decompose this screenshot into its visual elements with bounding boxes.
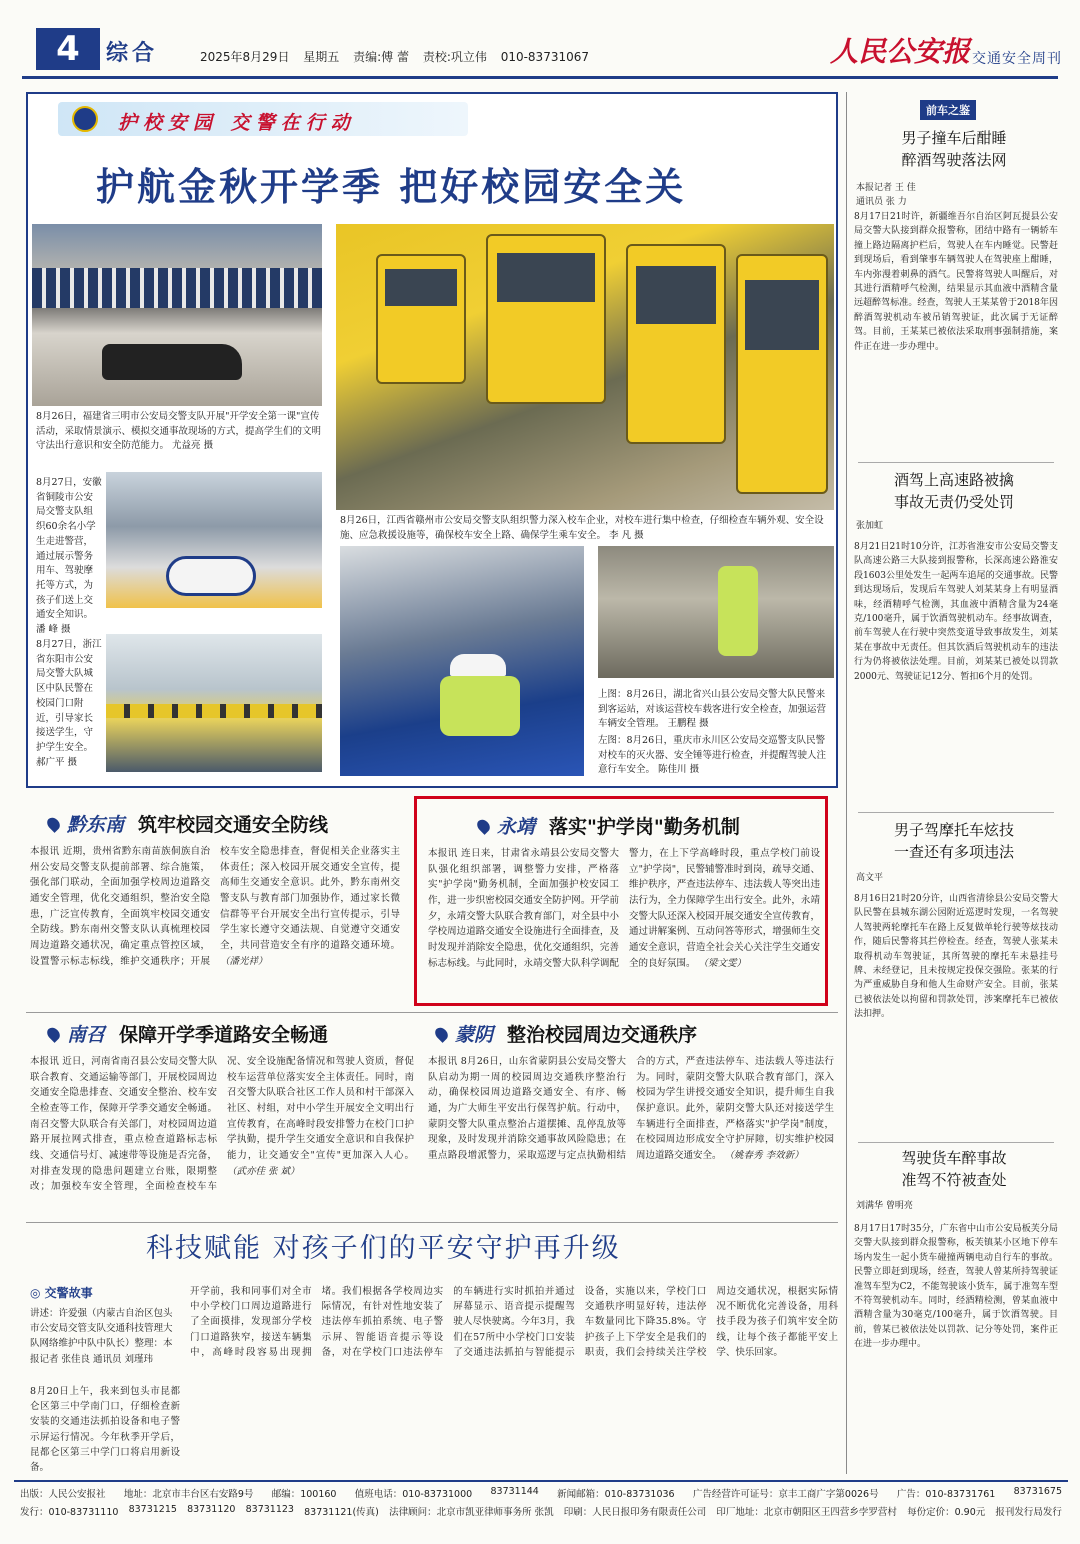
sidebar-story-byline: 高文平 [856,873,884,883]
footer-item: 每份定价：0.90元 [907,1507,986,1518]
sidebar-divider [858,812,1054,813]
sidebar-story-title: 男子撞车后酣睡 醉酒驾驶落法网 [901,129,1007,169]
page-number: 4 [36,28,100,70]
caption-f1: 上图：8月26日，湖北省兴山县公安局交警大队民警来到客运站，对该运营校车载客进行安全检查，加强运营车辆安全管理。 王鹏程 摄 [598,689,827,730]
sidebar-story-body: 8月21日21时10分许，江苏省淮安市公安局交警支队高速公路三大队接到报警称，长深高速公路淮安段1603公里处发生一起两车追尾的交通事故。民警到达现场后，发现后车驾驶人刘某某身上有明显酒味，经酒精呼气检测，其血液中酒精含量为24毫克/100毫升，属于饮酒驾驶机动车。经事故调查，前车驾驶人在行驶中突然变道导致事故发生，刘某某在事故中无责任。但其饮酒后驾驶机动车的违法行为仍将被依法处理。目前，刘某某已被处以罚款2000元、驾驶证记12分、暂扣6个月的处罚。 [854,542,1058,682]
section-divider [26,1222,838,1223]
footer-item: 83731675 [1013,1486,1062,1497]
footer-item: 83731120 [187,1504,236,1515]
page-footer [14,1480,1068,1520]
footer-item: 新闻邮箱：010-83731036 [557,1489,675,1500]
banner-text: 护校安园 交警在行动 [118,112,356,134]
sidebar-story-body: 8月17日21时许，新疆维吾尔自治区阿瓦提县公安局交警大队接到群众报警称，团结中路有一辆轿车撞上路边隔离护栏后，驾驶人在车内睡觉。民警赶到现场后，看到肇事车辆驾驶人在驾驶座上酣睡，车内弥漫着刺鼻的酒气。民警将驾驶人叫醒后，对其进行酒精呼气检测，结果显示其血液中酒精含量远超醉驾标准。经查，驾驶人王某某曾于2018年因醉酒驾驶机动车被吊销驾驶证，此次属于无证醉驾。目前，王某某已被依法采取刑事强制措施，案件正在进一步办理中。 [854,212,1058,352]
caption-d: 8月27日，浙江省东阳市公安局交警大队城区中队民警在校园门口附近，引导家长接送学生，守护学生安全。 郝广平 摄 [36,639,102,768]
school-bus-3 [626,244,726,444]
students-row [32,268,322,308]
caption-f2: 左图：8月26日，重庆市永川区公安局交巡警支队民警对校车的灭火器、安全锤等进行检查，并提醒驾驶人注意行车安全。 陈佳川 摄 [598,735,827,776]
location-pin-icon [45,1025,63,1043]
footer-item: 印刷：人民日报印务有限责任公司 [563,1507,707,1518]
footer-item: 报刊发行局发行 [995,1507,1062,1518]
footer-item: 发行：010-83731110 [20,1507,119,1518]
bottom-feature-title: 科技赋能 对孩子们的平安守护再升级 [146,1233,621,1264]
caption-b: 8月26日，江西省赣州市公安局交警支队组织警力深入校车企业，对校车进行集中检查，仔细检查车辆外观、安全设施、应急救援设施等，确保校车安全上路、确保学生乘车安全。 李 凡 摄 [340,515,824,541]
article-title: 整治校园周边交通秩序 [507,1024,698,1046]
school-bus-2 [486,234,606,404]
officer-figure [718,566,758,656]
footer-item: 法律顾问：北京市凯亚律师事务所 张凯 [389,1507,554,1518]
newspaper-subtitle: 交通安全周刊 [972,51,1062,67]
photo-dongyang-school-gate [106,634,322,772]
article-mengyin-head [436,1020,697,1047]
footer-item: 83731123 [245,1504,294,1515]
feature-banner [58,102,468,136]
footer-item: 地址：北京市丰台区右安路9号 [123,1489,254,1500]
police-motorcycle [166,556,256,596]
officer-vest [440,676,520,736]
article-title: 落实"护学岗"勤务机制 [549,816,740,838]
location-pin-icon [45,815,63,833]
article-location: 蒙阴 [455,1024,494,1046]
phone: 010-83731067 [500,50,589,64]
article-location: 南召 [67,1024,106,1046]
article-mengyin-body: 本报讯 8月26日，山东省蒙阴县公安局交警大队启动为期一周的校园周边交通秩序整治行动，确保校园周边道路交通安全、有序、畅通，为广大师生平安出行保驾护航。行动中，蒙阴交警大队重点整治占道摆摊、乱停乱放等现象，及时发现并消除交通事故风险隐患；在重点路段增派警力，采取巡逻与定点执勤相结合的方式，严查违法停车、违法载人等违法行为。同时，蒙阴交警大队联合教育部门，深入校园为学生讲授交通安全知识，提升师生自我保护意识。此外，蒙阴交警大队还对接送学生车辆进行全面排查，严格落实"护学岗"制度，在校园周边形成安全守护屏障，切实维护校园周边道路交通安全。 （姚春秀 李效新） [428,1056,834,1162]
section-divider [26,1012,838,1013]
footer-item: 广告经营许可证号：京丰工商广字第0026号 [692,1489,879,1500]
location-pin-icon [433,1025,451,1043]
story-intro: 8月20日上午，我来到包头市昆都仑区第三中学南门口，仔细检查新安装的交通违法抓拍设备和电子警示屏运行情况。今年秋季开学后，昆都仑区第三中学门口将启用新设备。 [30,1386,180,1473]
article-title: 保障开学季道路安全畅通 [119,1024,329,1046]
police-cap [450,654,506,676]
location-pin-icon [475,817,493,835]
photo-yongchuan-bus-inspection [340,546,584,776]
caption-c: 8月27日，安徽省铜陵市公安局交警支队组织60余名小学生走进警营，通过展示警务用车、驾驶摩托等方式，为孩子们送上交通安全知识。 潘 峰 摄 [36,477,102,636]
sidebar-story-byline: 刘满华 曾明亮 [856,1201,913,1211]
school-bus-1 [376,254,466,384]
article-nanzhao-body: 本报讯 近日，河南省南召县公安局交警大队联合教育、交通运输等部门，开展校园周边交通安全隐患排查、交通安全整治、校车安全检查等工作，保障开学季交通安全畅通。南召交警大队联合有关部门，对校园周边道路开展拉网式排查，重点检查道路标志标线、交通信号灯、减速带等设施是否完备，对排查发现的隐患问题建立台账，限期整改；加强校车安全管理，全面检查校车车况、安全设施配备情况和驾驶人资质，督促校车运营单位落实安全主体责任。同时，南召交警大队联合社区工作人员和村干部深入社区、村组，对中小学生开展安全文明出行宣传教育，在高峰时段安排警力在校门口护学执勤，提升学生交通安全意识和自我保护能力，让交通安全"宣传"更加深入人心。 （武亦佳 张 斌） [30,1056,414,1193]
footer-item: 广告：010-83731761 [896,1489,996,1500]
article-yongjing-body: 本报讯 连日来，甘肃省永靖县公安局交警大队强化组织部署，调整警力安排，严格落实"护学岗"勤务机制，全面加强护校安园工作，进一步织密校园交通安全防护网。开学前夕，永靖交警大队联合教育部门，对全县中小学校周边道路交通安全设施进行全面排查，及时发现并消除安全隐患，优化交通组织，完善标志标线。与此同时，永靖交警大队科学调配警力，在上下学高峰时段，重点学校门前设立"护学岗"，民警辅警准时到岗，疏导交通、维护秩序，严查违法停车、违法载人等突出违法行为，全力保障学生出行安全。此外，永靖交警大队还深入校园开展交通安全宣传教育，通过讲解案例、互动问答等形式，增强师生交通安全意识，营造全社会关心关注学生交通安全的良好氛围。 （梁文雯） [428,848,820,969]
editor: 责编:傅 蕾 [353,50,409,64]
sidebar-story-byline: 张加虹 [856,521,884,531]
photo-ganzhou-schoolbus-check [336,224,834,510]
police-badge-icon [72,106,98,132]
article-qiandongnan-head [48,810,328,837]
footer-item: 83731215 [128,1504,177,1515]
footer-item: 邮编：100160 [271,1489,337,1500]
sidebar-story-title: 酒驾上高速路被擒 事故无责仍受处罚 [893,471,1014,511]
newspaper-logo: 人民公安报 [830,35,971,68]
proofreader: 责校:巩立伟 [422,50,487,64]
footer-item: 出版：人民公安报社 [20,1489,106,1500]
article-title: 筑牢校园交通安全防线 [138,814,329,836]
footer-item: 值班电话：010-83731000 [354,1489,473,1500]
footer-row-2 [14,1500,1068,1518]
article-yongjing-head [478,812,740,839]
car-shape [102,344,242,380]
sidebar-story-byline: 本报记者 王 佳 通讯员 张 力 [856,183,916,207]
article-location: 永靖 [497,816,536,838]
caption-a: 8月26日，福建省三明市公安局交警支队开展"开学安全第一课"宣传活动，采取情景演示、模拟交通事故现场的方式，提高学生们的文明守法出行意识和安全防范能力。 尤益亮 摄 [36,411,322,452]
story-label: ◎ 交警故事 [30,1286,93,1300]
school-bus-4 [736,254,828,494]
photo-xingshan-bus-station [598,546,834,678]
section-name: 综合 [106,41,159,66]
footer-item: 印厂地址：北京市朝阳区王四营乡孛罗营村 [716,1507,897,1518]
issue-date: 2025年8月29日 [200,50,290,64]
article-nanzhao-head [48,1020,328,1047]
story-meta: 讲述：许爱强（内蒙古自治区包头市公安局交管支队交通科技管理大队网络维护中队中队长）整理：本报记者 张佳良 通讯员 刘瑾玮 [30,1308,173,1365]
feature-box [26,92,838,788]
footer-item: 83731121(传真) [304,1507,379,1518]
issue-meta [200,48,599,65]
issue-weekday: 星期五 [303,50,340,64]
sidebar-story-title: 驾驶货车醉事故 准驾不符被查处 [901,1149,1007,1189]
barrier [106,704,322,718]
story-body: 开学前，我和同事们对全市中小学校门口周边道路进行了全面摸排，发现部分学校门口道路狭窄，接送车辆集中，高峰时段容易出现拥堵。我们根据各学校周边实际情况，有针对性地安装了违法停车抓拍系统、电子警示屏、智能语音提示等设备，对在学校门口违法停车的车辆进行实时抓拍并通过屏幕显示、语音提示提醒驾驶人尽快驶离。今年3月，我们在57所中小学校门口安装了交通违法抓拍与智能提示设备，实施以来，学校门口交通秩序明显好转，违法停车数量同比下降35.8%。守护孩子上下学安全是我们的职责，我们会持续关注学校周边交通状况，根据实际情况不断优化完善设备，用科技手段为孩子们筑牢安全防线，让每个孩子都能平安上学、快乐回家。 [190,1286,838,1358]
article-location: 黔东南 [67,814,125,836]
sidebar-story-body: 8月16日21时20分许，山西省清徐县公安局交警大队民警在县城东湖公园附近巡逻时发现，一名驾驶人驾驶两轮摩托车在路上反复做单轮行驶等炫技动作，随后民警将其拦停检查。经查，驾驶人张某未取得机动车驾驶证，其所驾驶的摩托车未悬挂号牌、未经登记，且未按规定投保交强险。张某的行为严重威胁自身和他人生命财产安全。目前，张某已被依法处以拘留和罚款处罚，涉案摩托车已被依法扣押。 [854,894,1058,1020]
column-divider [846,92,847,1474]
sidebar-tag: 前车之鉴 [920,100,976,120]
sidebar-story-body: 8月17日17时35分，广东省中山市公安局板芙分局交警大队接到群众报警称，板芙镇某小区地下停车场内发生一起小货车碰撞两辆电动自行车的事故。民警立即赶到现场，经查，驾驶人曾某所持驾驶证准驾车型为C2，不能驾驶该小货车，属于准驾车型不符驾驶机动车。同时，经酒精检测，曾某血液中酒精含量为30毫克/100毫升，属于饮酒驾驶。目前，曾某已被依法处以罚款、记分等处罚，案件正在进一步办理中。 [854,1224,1058,1350]
photo-sanming-safety-lesson [32,224,322,406]
footer-item: 83731144 [490,1486,539,1497]
sidebar-divider [858,1142,1054,1143]
article-qiandongnan-body: 本报讯 近期，贵州省黔东南苗族侗族自治州公安局交警支队提前部署、综合施策，强化部门联动，全面加强学校周边道路交通安全管理，优化交通组织，整治安全隐患，广泛宣传教育，全面筑牢校园交通安全防线。黔东南州交警支队认真梳理校园周边道路交通状况，确定重点管控区域，设置警示标志标线，维护交通秩序；开展校车安全隐患排查，督促相关企业落实主体责任；深入校园开展交通安全宣传，提高师生交通安全意识。此外，黔东南州交警支队与教育部门加强协作，通过家长微信群等平台开展安全出行宣传提示，引导学生家长遵守交通法规、自觉遵守交通安全，共同营造安全有序的道路交通环境。 （潘光祥） [30,846,400,967]
sidebar-story-title: 男子驾摩托车炫技 一查还有多项违法 [893,821,1014,861]
masthead [22,26,1062,78]
feature-title: 护航金秋开学季 把好校园安全关 [96,165,687,209]
sidebar-divider [858,462,1054,463]
photo-tongling-police-camp [106,472,322,608]
footer-row-1 [14,1482,1068,1500]
masthead-divider [22,76,1058,79]
